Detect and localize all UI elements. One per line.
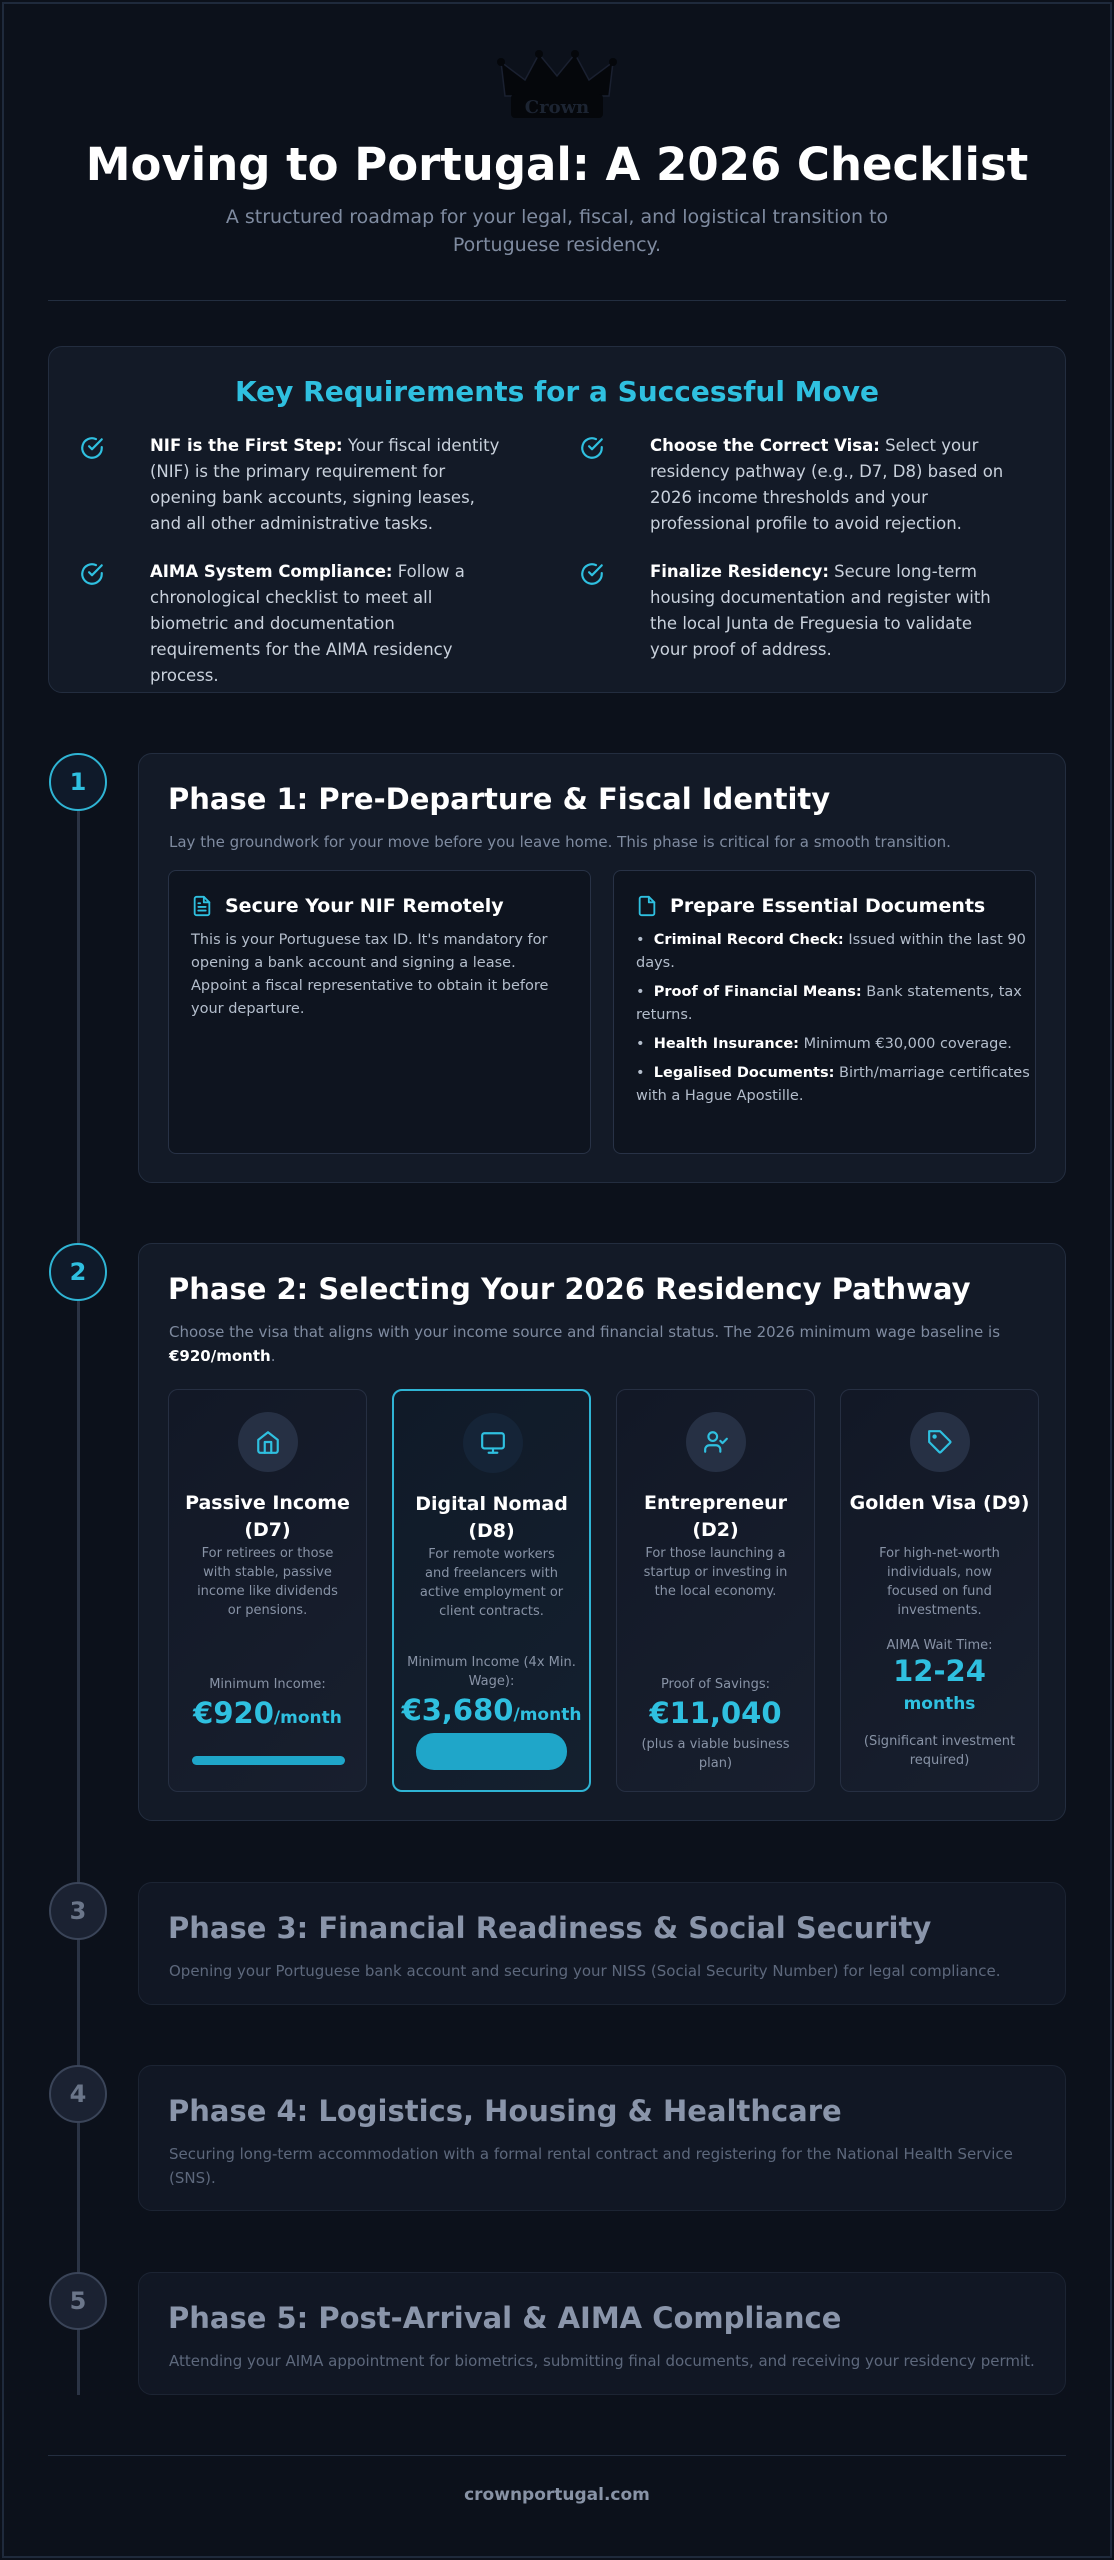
requirement-item: Choose the Correct Visa: Select your residency pathway (e.g., D7, D8) based on 2026 income thresholds and your professional profile to avoid rejection. <box>579 433 1009 537</box>
documents-card-title: Prepare Essential Documents <box>670 895 986 917</box>
visa-note: (plus a viable business plan) <box>641 1737 790 1771</box>
crown-logo <box>497 46 617 124</box>
phase-4-description: Securing long-term accommodation with a formal rental contract and registering for the National Health Service (SNS). <box>169 2145 1013 2187</box>
visa-name: Entrepreneur (D2) <box>643 1492 787 1541</box>
visa-description: For retirees or those with stable, passive income like dividends or pensions. <box>197 1546 338 1618</box>
timeline-line <box>77 810 80 2395</box>
select-d8-button[interactable] <box>416 1733 567 1770</box>
list-item: • Health Insurance: Minimum €30,000 coverage. <box>636 1036 1012 1052</box>
check-circle-icon <box>579 435 605 461</box>
visa-name: Passive Income (D7) <box>185 1492 350 1541</box>
check-circle-icon <box>579 561 605 587</box>
phase-2-title: Phase 2: Selecting Your 2026 Residency Pathway <box>168 1272 971 1306</box>
phase-5-description: Attending your AIMA appointment for biometrics, submitting final documents, and receiving your residency permit. <box>169 2352 1035 2370</box>
requirement-item: Finalize Residency: Secure long-term housing documentation and register with the local Junta de Freguesia to validate your proof of address. <box>579 559 1009 663</box>
documents-list <box>636 929 1031 1114</box>
phase-1-title: Phase 1: Pre-Departure & Fiscal Identity <box>168 782 831 816</box>
visa-metric-label: Minimum Income (4x Min. Wage): <box>407 1655 576 1689</box>
visa-description: For those launching a startup or investing in the local economy. <box>643 1546 788 1599</box>
page-title: Moving to Portugal: A 2026 Checklist <box>85 138 1029 191</box>
phase-4-card[interactable] <box>138 2065 1066 2211</box>
phase-3-step-number[interactable]: 3 <box>49 1882 107 1940</box>
key-requirements-title: Key Requirements for a Successful Move <box>234 375 880 408</box>
visa-accent-bar <box>192 1756 345 1765</box>
tag-icon <box>927 1429 953 1455</box>
visa-description: For remote workers and freelancers with active employment or client contracts. <box>419 1547 564 1619</box>
phase-1-step-number[interactable]: 1 <box>49 753 107 811</box>
footer-divider <box>48 2455 1066 2456</box>
visa-description: For high-net-worth individuals, now focused on fund investments. <box>879 1546 1000 1618</box>
requirement-item: AIMA System Compliance: Follow a chronological checklist to meet all biometric and documentation requirements for the AIMA residency process. <box>79 559 509 689</box>
phase-4-title: Phase 4: Logistics, Housing & Healthcare <box>168 2094 842 2128</box>
visa-unit: months <box>903 1694 976 1714</box>
key-requirements-card <box>48 346 1066 693</box>
visa-metric-label: Proof of Savings: <box>660 1677 771 1692</box>
phase-4-step-number[interactable]: 4 <box>49 2065 107 2123</box>
visa-amount: €920/month <box>193 1696 342 1730</box>
phase-3-card[interactable] <box>138 1882 1066 2005</box>
visa-amount: €3,680/month <box>401 1693 582 1727</box>
phase-5-title: Phase 5: Post-Arrival & AIMA Compliance <box>168 2301 842 2335</box>
nif-card-title: Secure Your NIF Remotely <box>225 895 504 917</box>
home-icon <box>255 1429 281 1455</box>
page-subtitle: A structured roadmap for your legal, fiscal, and logistical transition to Portuguese residency. <box>225 206 889 256</box>
phase-1-description: Lay the groundwork for your move before you leave home. This phase is critical for a smooth transition. <box>169 833 951 851</box>
visa-card-d8[interactable] <box>392 1389 591 1792</box>
list-item: • Criminal Record Check: Issued within the last 90 days. <box>636 932 1026 971</box>
divider <box>48 300 1066 301</box>
phase-3-title: Phase 3: Financial Readiness & Social Security <box>168 1911 932 1945</box>
visa-card-d7[interactable] <box>168 1389 367 1792</box>
visa-card-d2[interactable] <box>616 1389 815 1792</box>
check-circle-icon <box>79 435 105 461</box>
documents-card <box>613 870 1036 1154</box>
document-icon <box>636 895 658 917</box>
phase-2-card <box>138 1243 1066 1821</box>
document-text-icon <box>191 895 213 917</box>
visa-amount: 12-24 <box>893 1654 986 1688</box>
list-item: • Legalised Documents: Birth/marriage certificates with a Hague Apostille. <box>636 1065 1030 1104</box>
visa-name: Golden Visa (D9) <box>849 1492 1030 1514</box>
user-check-icon <box>703 1429 729 1455</box>
phase-2-description: Choose the visa that aligns with your income source and financial status. The 2026 minimum wage baseline is €920/month. <box>169 1323 1001 1365</box>
requirement-item: NIF is the First Step: Your fiscal identity (NIF) is the primary requirement for opening bank accounts, signing leases, and all other administrative tasks. <box>79 433 509 537</box>
visa-metric-label: AIMA Wait Time: <box>886 1638 993 1653</box>
phase-1-card <box>138 753 1066 1183</box>
phase-2-step-number[interactable]: 2 <box>49 1243 107 1301</box>
visa-note: (Significant investment required) <box>863 1734 1016 1768</box>
nif-card-body: This is your Portuguese tax ID. It's mandatory for opening a bank account and signing a lease. Appoint a fiscal representative to obtain it before your departure. <box>191 932 549 1017</box>
list-item: • Proof of Financial Means: Bank statements, tax returns. <box>636 984 1022 1023</box>
phase-3-description: Opening your Portuguese bank account and securing your NISS (Social Security Number) for legal compliance. <box>169 1962 1001 1980</box>
check-circle-icon <box>79 561 105 587</box>
visa-metric-label: Minimum Income: <box>209 1677 326 1692</box>
visa-name: Digital Nomad (D8) <box>415 1493 568 1542</box>
monitor-icon <box>480 1430 506 1456</box>
footer-link[interactable]: crownportugal.com <box>464 2485 650 2505</box>
phase-5-card[interactable] <box>138 2272 1066 2395</box>
visa-card-d9[interactable] <box>840 1389 1039 1792</box>
nif-card <box>168 870 591 1154</box>
phase-5-step-number[interactable]: 5 <box>49 2272 107 2330</box>
visa-amount: €11,040 <box>649 1696 782 1730</box>
logo-text: Crown <box>524 97 590 118</box>
